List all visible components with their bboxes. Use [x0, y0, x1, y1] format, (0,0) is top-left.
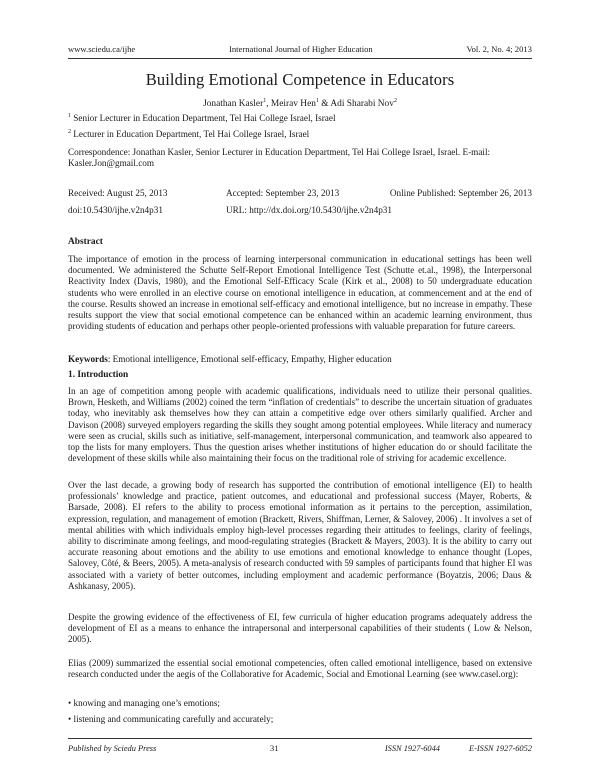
- eissn: E-ISSN 1927-6052: [468, 744, 532, 753]
- correspondence-line-1: Correspondence: Jonathan Kasler, Senior Lecturer in Education Department, Tel Hai College Israel, Israel. E-mail:: [68, 147, 491, 157]
- journal-url: www.sciedu.ca/ijhe: [68, 44, 136, 54]
- volume-info: Vol. 2, No. 4; 2013: [466, 44, 532, 54]
- running-header: [68, 44, 532, 57]
- intro-paragraph-2: Over the last decade, a growing body of research has supported the contribution of emotional intelligence (EI) to health professionals’ knowledge and practice, patient outcomes, and educational and professional success (Mayer, Roberts, & Barsade, 2008). EI refers to the ability to process emotional information as it pertains to the perception, assimilation, expression, regulation, and management of emotion (Brackett, Rivers, Shiffman, Lerner, & Salovey, 2006) . It involves a set of mental abilities with which individuals employ high-level processes regarding their attitudes to feelings, clarity of feelings, ability to discriminate among feelings, and mood-regulating strategies (Brackett & Mayers, 2003). It is the ability to carry out accurate reasoning about emotions and the ability to use emotions and emotional knowledge to enhance thought (Lopes, Salovey, Côté, & Beers, 2005). A meta-analysis of research conducted with 59 samples of participants found that higher EI was associated with a variety of better outcomes, including employment and academic performance (Boyatzis, 2006; Daus & Ashkanasy, 2005).: [68, 480, 532, 591]
- correspondence-email[interactable]: Kasler.Jon@gmail.com: [68, 158, 155, 168]
- affiliation-1: $^1$ Senior Lecturer in Education Department, Tel Hai College Israel, Israel: [68, 112, 336, 123]
- doi-url[interactable]: URL: http://dx.doi.org/10.5430/ijhe.v2n4p31: [226, 205, 392, 215]
- intro-paragraph-3: Despite the growing evidence of the effectiveness of EI, few curricula of higher education programs adequately address the development of EI as a means to enhance the intrapersonal and interpersonal capabilities of their students ( Low & Nelson, 2005).: [68, 612, 532, 645]
- doi[interactable]: doi:10.5430/ijhe.v2n4p31: [68, 205, 163, 215]
- keywords-label: Keywords: [68, 354, 108, 364]
- author-1-sup: 1: [263, 97, 267, 104]
- abstract-text: The importance of emotion in the process of learning interpersonal communication in educational settings has been well documented. We administered the Schutte Self-Report Emotional Intelligence Test (Schutte et.al., 1998), the Interpersonal Reactivity Index (Davis, 1980), and the Emotional Self-Efficacy Scale (Kirk et al., 2008) to 50 undergraduate education students who were enrolled in an elective course on emotional intelligence in education, at commencement and at the end of the course. Results showed an increase in emotional self-efficacy and emotional intelligence, but no increase in empathy. These results support the view that social emotional competence can be enhanced within an academic learning environment, thus providing students of education and perhaps other people-oriented professions with valuable preparation for future careers.: [68, 254, 532, 332]
- published-date: Online Published: September 26, 2013: [389, 188, 532, 198]
- section-heading: 1. Introduction: [68, 370, 129, 380]
- journal-name: International Journal of Higher Education: [229, 44, 373, 54]
- author-3-sup: 2: [393, 97, 397, 104]
- keywords: [68, 354, 392, 364]
- bullet-item-1: • knowing and managing one’s emotions;: [68, 698, 220, 708]
- keywords-text: : Emotional intelligence, Emotional self-efficacy, Empathy, Higher education: [107, 354, 392, 364]
- footer-rule: [68, 738, 532, 739]
- paper-title: Building Emotional Competence in Educators: [145, 70, 455, 89]
- intro-paragraph-1: In an age of competition among people with academic qualifications, individuals need to utilize their personal qualities. Brown, Hesketh, and Williams (2002) coined the term “inflation of credentials” to describe the uncertain situation of graduates today, who inevitably ask themselves how they can attain a competitive edge over others similarly qualified. Archer and Davison (2008) surveyed employers regarding the skills they sought among potential employees. While literacy and numeracy were seen as crucial, skills such as initiative, self-management, interpersonal communication, and teamwork also appeared to top the lists for many employers. Thus the question arises whether institutions of higher education do or should facilitate the development of these skills while also maintaining their focus on the traditional role of striving for academic excellence.: [68, 386, 532, 464]
- received-date: Received: August 25, 2013: [68, 188, 168, 198]
- author-2: , Meirav Hen: [266, 99, 316, 109]
- accepted-date: Accepted: September 23, 2013: [226, 188, 340, 198]
- abstract-heading: Abstract: [68, 237, 103, 247]
- issn: ISSN 1927-6044: [384, 744, 440, 753]
- author-3: & Adi Sharabi Nov: [318, 99, 394, 109]
- bullet-item-2: • listening and communicating carefully and accurately;: [68, 714, 274, 724]
- header-rule: [68, 58, 532, 59]
- page-number: 31: [270, 744, 279, 753]
- affiliation-2: $^2$ Lecturer in Education Department, Tel Hai College Israel, Israel: [68, 128, 310, 139]
- author-2-sup: 1: [315, 97, 319, 104]
- intro-paragraph-4: Elias (2009) summarized the essential social emotional competencies, often called emotional intelligence, based on extensive research conducted under the aegis of the Collaborative for Academic, Social and Emotional Learning (see www.casel.org):: [68, 658, 532, 680]
- author-line: [68, 99, 532, 109]
- publisher: Published by Sciedu Press: [68, 744, 157, 753]
- author-1: Jonathan Kasler: [203, 99, 264, 109]
